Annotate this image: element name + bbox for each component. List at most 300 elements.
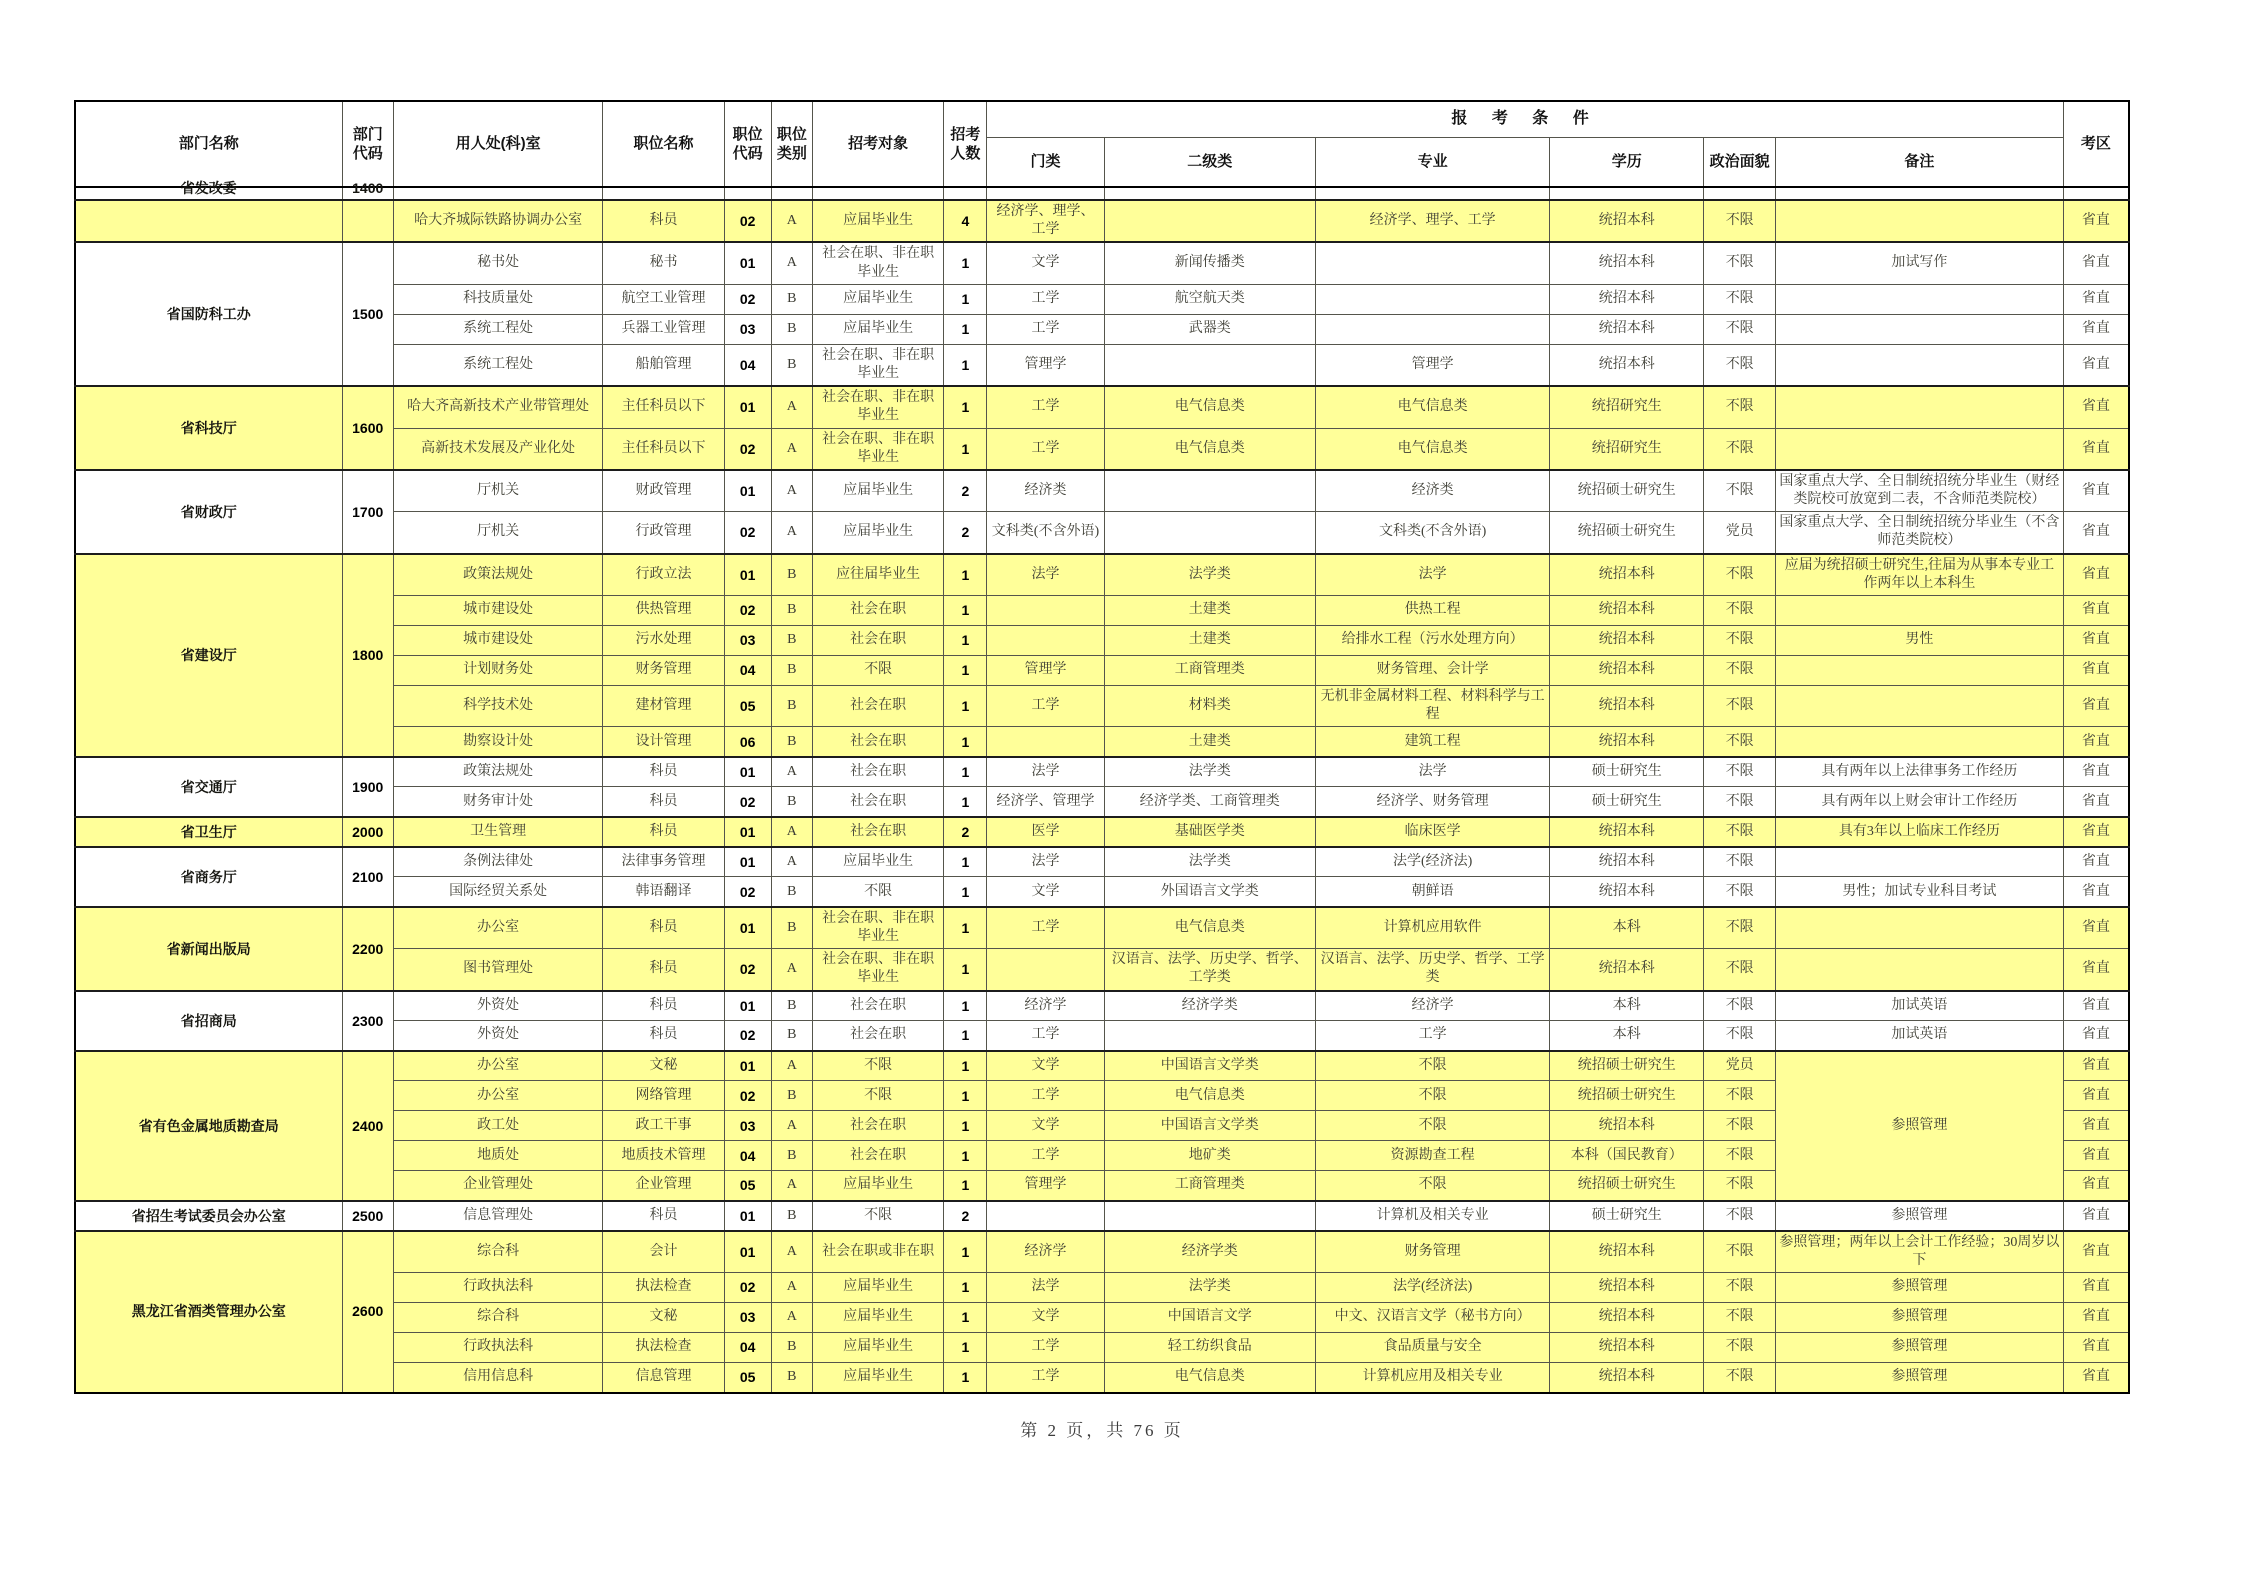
cell-title: 会计 <box>603 1231 724 1273</box>
cell-title: 企业管理 <box>603 1171 724 1201</box>
cell-degree: 统招本科 <box>1550 817 1704 847</box>
clipped-continuation-row <box>75 187 2129 200</box>
cell-region: 省直 <box>2063 242 2129 284</box>
cell-erjilei: 航空航天类 <box>1104 284 1316 314</box>
cell-title: 秘书 <box>603 242 724 284</box>
cell-office: 高新技术发展及产业化处 <box>393 428 603 470</box>
cell-erjilei <box>1104 512 1316 554</box>
cell-region: 省直 <box>2063 1141 2129 1171</box>
cell-dept-name: 黑龙江省酒类管理办公室 <box>75 1231 342 1393</box>
cell-cat: B <box>771 656 812 686</box>
cell-target: 社会在职、非在职毕业生 <box>812 949 943 991</box>
cell-target: 社会在职 <box>812 686 943 727</box>
cell-major: 法学(经济法) <box>1316 847 1550 877</box>
cell-cat: A <box>771 428 812 470</box>
cell-code: 01 <box>724 386 771 428</box>
cell-dept-name: 省招生考试委员会办公室 <box>75 1201 342 1231</box>
col-header-dept-code: 部门代码 <box>342 101 393 187</box>
cell-region: 省直 <box>2063 1231 2129 1273</box>
cell-office: 政工处 <box>393 1111 603 1141</box>
cell-major: 计算机及相关专业 <box>1316 1201 1550 1231</box>
cell-office: 企业管理处 <box>393 1171 603 1201</box>
cell-empty <box>1704 187 1776 200</box>
cell-count: 1 <box>944 314 987 344</box>
cell-target: 应届毕业生 <box>812 847 943 877</box>
cell-empty <box>603 187 724 200</box>
cell-office: 地质处 <box>393 1141 603 1171</box>
cell-political: 不限 <box>1704 1141 1776 1171</box>
cell-target: 应届毕业生 <box>812 1363 943 1393</box>
cell-target: 社会在职 <box>812 991 943 1021</box>
cell-empty <box>987 187 1104 200</box>
cell-code: 02 <box>724 284 771 314</box>
cell-major: 财务管理 <box>1316 1231 1550 1273</box>
cell-cat: A <box>771 1051 812 1081</box>
cell-target: 应届毕业生 <box>812 512 943 554</box>
cell-count: 1 <box>944 242 987 284</box>
cell-title: 科员 <box>603 787 724 817</box>
cell-major <box>1316 314 1550 344</box>
cell-menlei: 工学 <box>987 1081 1104 1111</box>
cell-office: 卫生管理 <box>393 817 603 847</box>
cell-office: 条例法律处 <box>393 847 603 877</box>
cell-title: 主任科员以下 <box>603 386 724 428</box>
cell-count: 1 <box>944 1051 987 1081</box>
cell-cat: A <box>771 242 812 284</box>
table-row <box>75 817 2129 847</box>
cell-menlei: 医学 <box>987 817 1104 847</box>
cell-major: 不限 <box>1316 1051 1550 1081</box>
cell-region: 省直 <box>2063 1171 2129 1201</box>
cell-cat: A <box>771 1171 812 1201</box>
cell-menlei <box>987 596 1104 626</box>
cell-count: 1 <box>944 787 987 817</box>
cell-cat: B <box>771 284 812 314</box>
cell-count: 1 <box>944 949 987 991</box>
cell-code: 03 <box>724 314 771 344</box>
cell-code: 02 <box>724 428 771 470</box>
cell-target: 不限 <box>812 877 943 907</box>
cell-region: 省直 <box>2063 1051 2129 1081</box>
cell-dept-code: 2200 <box>342 907 393 991</box>
cell-empty <box>771 187 812 200</box>
cell-erjilei: 武器类 <box>1104 314 1316 344</box>
cell-menlei <box>987 949 1104 991</box>
cell-cat: B <box>771 991 812 1021</box>
cell-office: 哈大齐高新技术产业带管理处 <box>393 386 603 428</box>
cell-office: 哈大齐城际铁路协调办公室 <box>393 200 603 242</box>
cell-erjilei: 电气信息类 <box>1104 386 1316 428</box>
cell-title: 韩语翻译 <box>603 877 724 907</box>
cell-dept-code: 2500 <box>342 1201 393 1231</box>
cell-dept-name: 省建设厅 <box>75 554 342 757</box>
cell-erjilei: 电气信息类 <box>1104 1363 1316 1393</box>
cell-remark: 加试写作 <box>1776 242 2064 284</box>
cell-count: 1 <box>944 1273 987 1303</box>
cell-target: 社会在职 <box>812 787 943 817</box>
cell-political: 不限 <box>1704 200 1776 242</box>
cell-degree: 本科 <box>1550 991 1704 1021</box>
cell-major: 给排水工程（污水处理方向） <box>1316 626 1550 656</box>
cell-major: 无机非金属材料工程、材料科学与工程 <box>1316 686 1550 727</box>
cell-major: 建筑工程 <box>1316 727 1550 757</box>
cell-major: 不限 <box>1316 1081 1550 1111</box>
cell-empty <box>393 187 603 200</box>
cell-region: 省直 <box>2063 907 2129 949</box>
cell-region: 省直 <box>2063 1273 2129 1303</box>
cell-remark: 应届为统招硕士研究生,往届为从事本专业工作两年以上本科生 <box>1776 554 2064 596</box>
cell-target: 社会在职、非在职毕业生 <box>812 242 943 284</box>
cell-dept-name: 省科技厅 <box>75 386 342 470</box>
cell-menlei: 经济学 <box>987 1231 1104 1273</box>
cell-major: 资源勘查工程 <box>1316 1141 1550 1171</box>
cell-office: 城市建设处 <box>393 626 603 656</box>
cell-menlei: 工学 <box>987 686 1104 727</box>
col-header-conditions-group: 报 考 条 件 <box>987 101 2063 137</box>
cell-major <box>1316 284 1550 314</box>
col-header-headcount: 招考人数 <box>944 101 987 187</box>
cell-region: 省直 <box>2063 596 2129 626</box>
cell-degree: 本科（国民教育） <box>1550 1141 1704 1171</box>
cell-cat: B <box>771 877 812 907</box>
cell-erjilei: 新闻传播类 <box>1104 242 1316 284</box>
cell-code: 03 <box>724 626 771 656</box>
cell-count: 2 <box>944 512 987 554</box>
cell-remark: 参照管理 <box>1776 1273 2064 1303</box>
cell-dept-name: 省商务厅 <box>75 847 342 907</box>
cell-dept-name: 省新闻出版局 <box>75 907 342 991</box>
cell-count: 1 <box>944 847 987 877</box>
cell-target: 应届毕业生 <box>812 1303 943 1333</box>
cell-degree: 统招硕士研究生 <box>1550 512 1704 554</box>
cell-remark: 加试英语 <box>1776 1021 2064 1051</box>
cell-remark <box>1776 656 2064 686</box>
cell-political: 不限 <box>1704 991 1776 1021</box>
cell-cat: A <box>771 847 812 877</box>
cell-degree: 统招本科 <box>1550 656 1704 686</box>
cell-dept-code: 1800 <box>342 554 393 757</box>
cell-region: 省直 <box>2063 512 2129 554</box>
cell-count: 1 <box>944 877 987 907</box>
cell-degree: 统招本科 <box>1550 200 1704 242</box>
cell-count: 1 <box>944 1303 987 1333</box>
cell-remark <box>1776 847 2064 877</box>
cell-menlei: 工学 <box>987 907 1104 949</box>
table-row <box>75 907 2129 949</box>
cell-remark: 具有两年以上法律事务工作经历 <box>1776 757 2064 787</box>
cell-menlei <box>987 626 1104 656</box>
cell-degree: 统招硕士研究生 <box>1550 470 1704 512</box>
cell-degree: 统招本科 <box>1550 949 1704 991</box>
cell-office: 综合科 <box>393 1231 603 1273</box>
cell-political: 不限 <box>1704 554 1776 596</box>
cell-office: 政策法规处 <box>393 757 603 787</box>
cell-dept-name: 省招商局 <box>75 991 342 1051</box>
cell-political: 不限 <box>1704 344 1776 386</box>
cell-major: 计算机应用及相关专业 <box>1316 1363 1550 1393</box>
cell-region: 省直 <box>2063 428 2129 470</box>
cell-cat: B <box>771 554 812 596</box>
cell-region: 省直 <box>2063 877 2129 907</box>
cell-cat: B <box>771 314 812 344</box>
cell-degree: 统招本科 <box>1550 877 1704 907</box>
cell-major: 电气信息类 <box>1316 386 1550 428</box>
cell-degree: 统招本科 <box>1550 596 1704 626</box>
cell-degree: 统招本科 <box>1550 626 1704 656</box>
cell-menlei: 文学 <box>987 1111 1104 1141</box>
cell-count: 1 <box>944 428 987 470</box>
cell-count: 1 <box>944 1021 987 1051</box>
cell-dept-name: 省交通厅 <box>75 757 342 817</box>
cell-political: 不限 <box>1704 727 1776 757</box>
cell-count: 1 <box>944 656 987 686</box>
cell-remark: 国家重点大学、全日制统招统分毕业生（不含师范类院校） <box>1776 512 2064 554</box>
cell-cat: B <box>771 686 812 727</box>
cell-title: 科员 <box>603 200 724 242</box>
cell-dept-code: 1600 <box>342 386 393 470</box>
cell-menlei: 文科类(不含外语) <box>987 512 1104 554</box>
col-header-political-status: 政治面貌 <box>1704 137 1776 187</box>
cell-code: 06 <box>724 727 771 757</box>
cell-target: 不限 <box>812 1201 943 1231</box>
cell-count: 1 <box>944 386 987 428</box>
cell-code: 01 <box>724 1051 771 1081</box>
cell-region: 省直 <box>2063 757 2129 787</box>
cell-degree: 统招本科 <box>1550 847 1704 877</box>
cell-degree: 本科 <box>1550 1021 1704 1051</box>
cell-target: 社会在职 <box>812 596 943 626</box>
cell-remark <box>1776 949 2064 991</box>
cell-remark <box>1776 284 2064 314</box>
cell-region: 省直 <box>2063 554 2129 596</box>
cell-target: 社会在职、非在职毕业生 <box>812 344 943 386</box>
cell-degree: 统招硕士研究生 <box>1550 1051 1704 1081</box>
col-header-target: 招考对象 <box>812 101 943 187</box>
cell-title: 设计管理 <box>603 727 724 757</box>
cell-erjilei: 电气信息类 <box>1104 1081 1316 1111</box>
cell-target: 社会在职 <box>812 1021 943 1051</box>
cell-title: 地质技术管理 <box>603 1141 724 1171</box>
cell-region: 省直 <box>2063 817 2129 847</box>
cell-political: 不限 <box>1704 1273 1776 1303</box>
cell-cat: B <box>771 1363 812 1393</box>
cell-code: 03 <box>724 1111 771 1141</box>
cell-title: 船舶管理 <box>603 344 724 386</box>
cell-erjilei <box>1104 1021 1316 1051</box>
cell-erjilei: 法学类 <box>1104 757 1316 787</box>
cell-political: 不限 <box>1704 284 1776 314</box>
cell-code: 02 <box>724 787 771 817</box>
cell-office: 外资处 <box>393 1021 603 1051</box>
cell-political: 不限 <box>1704 949 1776 991</box>
cell-remark: 参照管理；两年以上会计工作经验；30周岁以下 <box>1776 1231 2064 1273</box>
cell-cat: B <box>771 596 812 626</box>
cell-degree: 硕士研究生 <box>1550 757 1704 787</box>
cell-office: 科技质量处 <box>393 284 603 314</box>
cell-erjilei: 中国语言文学 <box>1104 1303 1316 1333</box>
cell-code: 02 <box>724 1273 771 1303</box>
cell-office: 科学技术处 <box>393 686 603 727</box>
cell-dept-name <box>75 179 342 200</box>
cell-region: 省直 <box>2063 1021 2129 1051</box>
cell-menlei: 工学 <box>987 428 1104 470</box>
cell-count: 1 <box>944 991 987 1021</box>
cell-count: 1 <box>944 686 987 727</box>
cell-region: 省直 <box>2063 1363 2129 1393</box>
cell-office: 图书管理处 <box>393 949 603 991</box>
cell-erjilei <box>1104 344 1316 386</box>
col-header-exam-area: 考区 <box>2063 101 2129 187</box>
cell-dept-name: 省国防科工办 <box>75 242 342 386</box>
cell-code: 01 <box>724 817 771 847</box>
cell-office: 综合科 <box>393 1303 603 1333</box>
cell-remark <box>1776 686 2064 727</box>
cell-count: 1 <box>944 284 987 314</box>
cell-cat: A <box>771 470 812 512</box>
cell-region: 省直 <box>2063 1303 2129 1333</box>
cell-dept-code: 2000 <box>342 817 393 847</box>
cell-office: 行政执法科 <box>393 1273 603 1303</box>
cell-dept-code <box>342 200 393 242</box>
cell-empty <box>812 187 943 200</box>
cell-title: 科员 <box>603 757 724 787</box>
cell-count: 1 <box>944 626 987 656</box>
col-header-position-category: 职位类别 <box>771 101 812 187</box>
cell-dept-code: 2400 <box>342 1051 393 1201</box>
cell-cat: B <box>771 1201 812 1231</box>
cell-political: 不限 <box>1704 1111 1776 1141</box>
cell-major <box>1316 242 1550 284</box>
col-header-major: 专业 <box>1316 137 1550 187</box>
cell-political: 不限 <box>1704 596 1776 626</box>
cell-region: 省直 <box>2063 1081 2129 1111</box>
cell-menlei: 文学 <box>987 877 1104 907</box>
cell-remark <box>1776 386 2064 428</box>
table-header <box>75 101 2129 187</box>
cell-office: 行政执法科 <box>393 1333 603 1363</box>
cell-region: 省直 <box>2063 847 2129 877</box>
cell-cat: B <box>771 344 812 386</box>
cell-political: 不限 <box>1704 1231 1776 1273</box>
cell-region: 省直 <box>2063 1201 2129 1231</box>
cell-title: 科员 <box>603 1201 724 1231</box>
cell-political: 不限 <box>1704 1303 1776 1333</box>
cell-title: 建材管理 <box>603 686 724 727</box>
cell-title: 执法检查 <box>603 1273 724 1303</box>
cell-target: 社会在职、非在职毕业生 <box>812 907 943 949</box>
cell-target: 应届毕业生 <box>812 200 943 242</box>
cell-major: 临床医学 <box>1316 817 1550 847</box>
col-header-position-name: 职位名称 <box>603 101 724 187</box>
cell-political: 不限 <box>1704 1021 1776 1051</box>
cell-cat: A <box>771 1303 812 1333</box>
cell-degree: 统招本科 <box>1550 1333 1704 1363</box>
cell-political: 不限 <box>1704 817 1776 847</box>
cell-code: 04 <box>724 1333 771 1363</box>
cell-dept-name <box>75 200 342 242</box>
cell-region: 省直 <box>2063 686 2129 727</box>
col-header-discipline: 门类 <box>987 137 1104 187</box>
cell-degree: 统招本科 <box>1550 1231 1704 1273</box>
cell-target: 应往届毕业生 <box>812 554 943 596</box>
cell-code: 05 <box>724 1363 771 1393</box>
cell-erjilei <box>1104 470 1316 512</box>
cell-region: 省直 <box>2063 1333 2129 1363</box>
cell-remark <box>1776 727 2064 757</box>
cell-political: 不限 <box>1704 428 1776 470</box>
cell-count: 1 <box>944 1231 987 1273</box>
cell-cat: B <box>771 1333 812 1363</box>
cell-count: 1 <box>944 554 987 596</box>
cell-office: 办公室 <box>393 1081 603 1111</box>
col-header-office: 用人处(科)室 <box>393 101 603 187</box>
cell-erjilei: 中国语言文学类 <box>1104 1051 1316 1081</box>
table-row <box>75 554 2129 596</box>
cell-cat: A <box>771 1273 812 1303</box>
cell-erjilei <box>1104 1201 1316 1231</box>
cell-erjilei: 经济学类 <box>1104 991 1316 1021</box>
cell-code: 01 <box>724 242 771 284</box>
cell-political: 不限 <box>1704 1201 1776 1231</box>
cell-degree: 硕士研究生 <box>1550 787 1704 817</box>
cell-menlei: 文学 <box>987 1051 1104 1081</box>
cell-degree: 统招本科 <box>1550 344 1704 386</box>
cell-menlei: 经济学、理学、工学 <box>987 200 1104 242</box>
cell-dept-code: 2100 <box>342 847 393 907</box>
cell-cat: A <box>771 817 812 847</box>
cell-target: 应届毕业生 <box>812 314 943 344</box>
cell-menlei: 法学 <box>987 1273 1104 1303</box>
cell-erjilei: 汉语言、法学、历史学、哲学、工学类 <box>1104 949 1316 991</box>
cell-code: 05 <box>724 686 771 727</box>
cell-major: 供热工程 <box>1316 596 1550 626</box>
cell-title: 科员 <box>603 1021 724 1051</box>
cell-menlei: 经济学、管理学 <box>987 787 1104 817</box>
cell-count: 1 <box>944 1363 987 1393</box>
cell-target: 社会在职 <box>812 727 943 757</box>
cell-region: 省直 <box>2063 200 2129 242</box>
cell-target: 应届毕业生 <box>812 284 943 314</box>
cell-menlei: 工学 <box>987 1333 1104 1363</box>
cell-target: 社会在职 <box>812 626 943 656</box>
cell-major: 工学 <box>1316 1021 1550 1051</box>
cell-remark: 具有两年以上财会审计工作经历 <box>1776 787 2064 817</box>
cell-menlei: 经济类 <box>987 470 1104 512</box>
cell-target: 社会在职 <box>812 1141 943 1171</box>
cell-erjilei: 电气信息类 <box>1104 907 1316 949</box>
cell-region: 省直 <box>2063 727 2129 757</box>
cell-political: 不限 <box>1704 686 1776 727</box>
cell-menlei: 管理学 <box>987 656 1104 686</box>
cell-office: 勘察设计处 <box>393 727 603 757</box>
cell-political: 党员 <box>1704 512 1776 554</box>
cell-region: 省直 <box>2063 656 2129 686</box>
cell-code: 01 <box>724 1231 771 1273</box>
cell-title: 法律事务管理 <box>603 847 724 877</box>
cell-target: 社会在职或非在职 <box>812 1231 943 1273</box>
col-header-subcategory: 二级类 <box>1104 137 1316 187</box>
cell-region: 省直 <box>2063 344 2129 386</box>
cell-title: 航空工业管理 <box>603 284 724 314</box>
cell-political: 不限 <box>1704 787 1776 817</box>
cell-code: 02 <box>724 200 771 242</box>
cell-erjilei: 法学类 <box>1104 1273 1316 1303</box>
table-row <box>75 991 2129 1021</box>
cell-remark: 参照管理 <box>1776 1051 2064 1201</box>
cell-region: 省直 <box>2063 386 2129 428</box>
table-row <box>75 1051 2129 1081</box>
cell-office: 城市建设处 <box>393 596 603 626</box>
